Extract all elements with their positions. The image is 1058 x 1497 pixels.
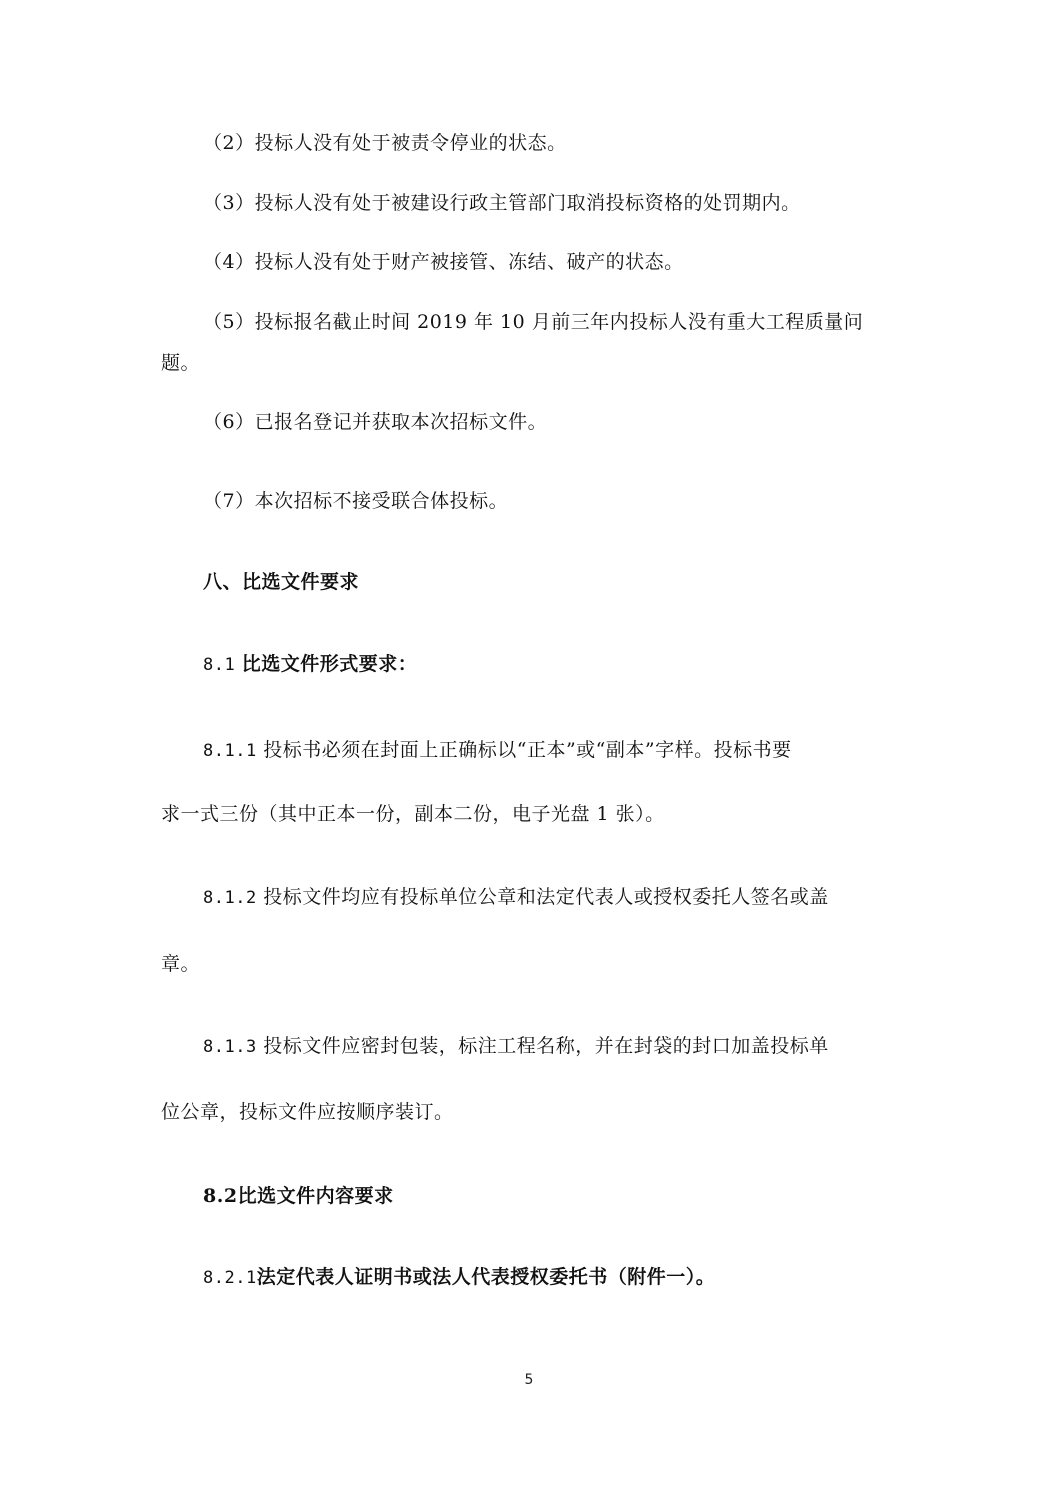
section-8-2-1-number: 8.2.1 [203, 1268, 257, 1288]
item-6: （6）已报名登记并获取本次招标文件。 [203, 411, 548, 433]
section-8-1-1-line-1 [203, 737, 792, 764]
item-2: （2）投标人没有处于被责令停业的状态。 [203, 132, 567, 154]
section-8-1-2-line-2: 章。 [161, 953, 201, 975]
section-8-1-1-text: 投标书必须在封面上正确标以“正本”或“副本”字样。投标书要 [263, 739, 792, 761]
item-7: （7）本次招标不接受联合体投标。 [203, 490, 509, 512]
section-8-1-3-line-1 [203, 1033, 829, 1060]
section-8-1-3-line-2: 位公章，投标文件应按顺序装订。 [161, 1101, 454, 1123]
item-4: （4）投标人没有处于财产被接管、冻结、破产的状态。 [203, 251, 684, 273]
page-number: 5 [524, 1372, 534, 1388]
section-8-1-2-line-1 [203, 884, 829, 911]
section-8-1-1-line-2: 求一式三份（其中正本一份，副本二份，电子光盘 1 张）。 [161, 803, 665, 825]
section-8-1-2-text: 投标文件均应有投标单位公章和法定代表人或授权委托人签名或盖 [263, 886, 829, 908]
section-8-1-1-number: 8.1.1 [203, 741, 257, 761]
item-5-line-2: 题。 [161, 352, 201, 374]
section-8-1-number: 8.1 [203, 655, 236, 675]
section-8-2-heading [203, 1183, 394, 1209]
section-8-1-3-number: 8.1.3 [203, 1037, 257, 1057]
item-3: （3）投标人没有处于被建设行政主管部门取消投标资格的处罚期内。 [203, 192, 801, 214]
section-8-1-2-number: 8.1.2 [203, 888, 257, 908]
section-8-2-1-heading [203, 1264, 715, 1291]
section-8-2-number: 8.2 [203, 1185, 238, 1207]
section-8-1-3-text: 投标文件应密封包装，标注工程名称，并在封袋的封口加盖投标单 [263, 1035, 829, 1057]
section-8-2-title: 比选文件内容要求 [237, 1185, 394, 1207]
section-8-2-1-title: 法定代表人证明书或法人代表授权委托书（附件一）。 [256, 1266, 716, 1288]
section-8-heading: 八、比选文件要求 [203, 571, 360, 593]
section-8-1-title: 比选文件形式要求： [241, 653, 418, 675]
item-5-line-1: （5）投标报名截止时间 2019 年 10 月前三年内投标人没有重大工程质量问 [203, 311, 864, 333]
section-8-1-heading [203, 651, 417, 678]
